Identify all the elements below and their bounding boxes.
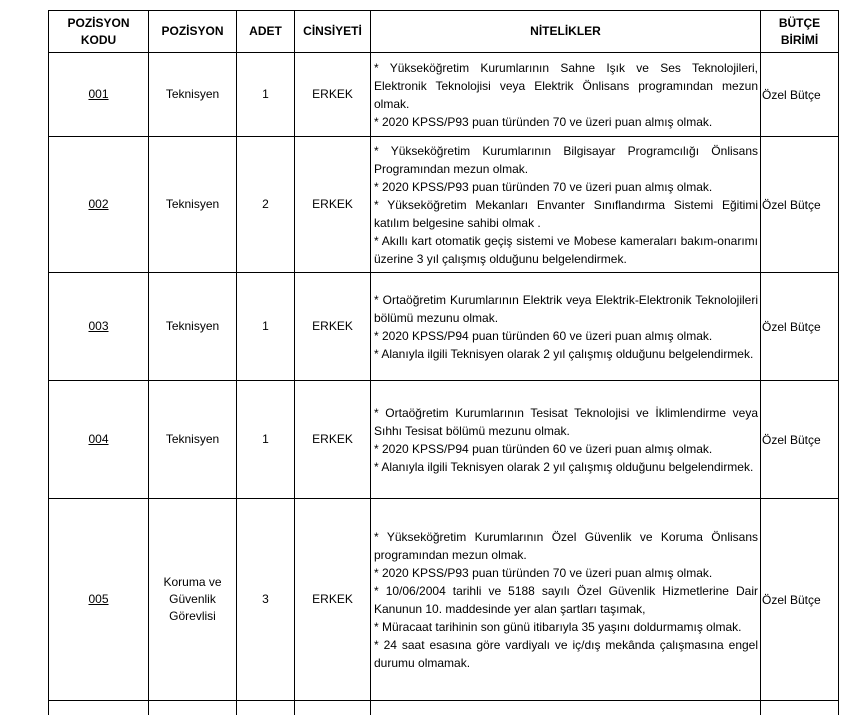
table-row — [49, 53, 839, 137]
position-code-cell: 003 — [49, 273, 149, 381]
count-cell: 1 — [237, 381, 295, 499]
qualification-item: * Yükseköğretim Kurumlarının Bilgisayar Programcılığı Önlisans Programından mezun olmak. — [374, 143, 758, 176]
qualification-item: * 2020 KPSS/P94 puan türünden 60 ve üzeri puan almış olmak. — [374, 441, 713, 456]
qualification-item: * Yükseköğretim Mekanları Envanter Sınıflandırma Sistemi Eğitimi katılım belgesine sahibi olmak . — [374, 197, 758, 230]
empty-cell — [295, 701, 371, 715]
position-cell: Teknisyen — [149, 53, 237, 137]
gender-cell: ERKEK — [295, 53, 371, 137]
count-cell: 1 — [237, 53, 295, 137]
qualification-item: * Ortaöğretim Kurumlarının Tesisat Teknolojisi ve İklimlendirme veya Sıhhı Tesisat bölümü mezunu olmak. — [374, 405, 758, 438]
table-row-partial — [49, 701, 839, 715]
position-cell: Teknisyen — [149, 273, 237, 381]
empty-cell — [237, 701, 295, 715]
position-code-cell: 002 — [49, 137, 149, 273]
table-row — [49, 137, 839, 273]
qualification-item: * 2020 KPSS/P93 puan türünden 70 ve üzeri puan almış olmak. — [374, 114, 713, 129]
header-row — [49, 11, 839, 53]
gender-cell: ERKEK — [295, 381, 371, 499]
budget-unit-cell: Özel Bütçe — [761, 273, 839, 381]
budget-unit-cell: Özel Bütçe — [761, 137, 839, 273]
header-count: ADET — [237, 11, 295, 53]
header-gender: CİNSİYETİ — [295, 11, 371, 53]
count-cell: 2 — [237, 137, 295, 273]
positions-table — [48, 10, 839, 715]
qualification-item: * 2020 KPSS/P94 puan türünden 60 ve üzeri puan almış olmak. — [374, 328, 713, 343]
gender-cell: ERKEK — [295, 137, 371, 273]
budget-unit-cell: Özel Bütçe — [761, 499, 839, 701]
gender-cell: ERKEK — [295, 273, 371, 381]
qualification-item: * 24 saat esasına göre vardiyalı ve iç/dış mekânda çalışmasına engel durumu olmamak. — [374, 637, 758, 670]
qualifications-cell — [371, 381, 761, 499]
qualification-item: * 10/06/2004 tarihli ve 5188 sayılı Özel Güvenlik Hizmetlerine Dair Kanunun 10. maddesinde yer alan şartları taşımak, — [374, 583, 758, 616]
empty-cell — [371, 701, 761, 715]
table-row — [49, 273, 839, 381]
position-cell: Teknisyen — [149, 137, 237, 273]
qualification-item: * Yükseköğretim Kurumlarının Özel Güvenlik ve Koruma Önlisans programından mezun olmak. — [374, 529, 758, 562]
qualification-item: * Yükseköğretim Kurumlarının Sahne Işık ve Ses Teknolojileri, Elektronik Teknolojisi veya Elektrik Önlisans programından mezun olmak. — [374, 60, 758, 111]
header-qualifications: NİTELİKLER — [371, 11, 761, 53]
qualification-item: * Müracaat tarihinin son günü itibarıyla 35 yaşını doldurmamış olmak. — [374, 619, 742, 634]
header-position-code: POZİSYON KODU — [49, 11, 149, 53]
qualification-item: * 2020 KPSS/P93 puan türünden 70 ve üzeri puan almış olmak. — [374, 565, 713, 580]
qualification-item: * Ortaöğretim Kurumlarının Elektrik veya Elektrik-Elektronik Teknolojileri bölümü mezunu olmak. — [374, 292, 758, 325]
qualifications-cell — [371, 273, 761, 381]
qualification-item: * 2020 KPSS/P93 puan türünden 70 ve üzeri puan almış olmak. — [374, 179, 713, 194]
position-code-cell: 001 — [49, 53, 149, 137]
table-row — [49, 381, 839, 499]
empty-cell — [149, 701, 237, 715]
position-cell: Teknisyen — [149, 381, 237, 499]
table-row — [49, 499, 839, 701]
count-cell: 1 — [237, 273, 295, 381]
budget-unit-cell: Özel Bütçe — [761, 53, 839, 137]
position-cell: Koruma ve Güvenlik Görevlisi — [149, 499, 237, 701]
empty-cell — [49, 701, 149, 715]
position-code-cell: 005 — [49, 499, 149, 701]
qualification-item: * Alanıyla ilgili Teknisyen olarak 2 yıl çalışmış olduğunu belgelendirmek. — [374, 459, 754, 474]
count-cell: 3 — [237, 499, 295, 701]
header-budget-unit: BÜTÇE BİRİMİ — [761, 11, 839, 53]
qualification-item: * Akıllı kart otomatik geçiş sistemi ve Mobese kameraları bakım-onarımı üzerine 3 yıl çalışmış olduğunu belgelendirmek. — [374, 233, 758, 266]
position-code-cell: 004 — [49, 381, 149, 499]
qualification-item: * Alanıyla ilgili Teknisyen olarak 2 yıl çalışmış olduğunu belgelendirmek. — [374, 346, 754, 361]
gender-cell: ERKEK — [295, 499, 371, 701]
header-position: POZİSYON — [149, 11, 237, 53]
budget-unit-cell: Özel Bütçe — [761, 381, 839, 499]
empty-cell — [761, 701, 839, 715]
qualifications-cell — [371, 499, 761, 701]
qualifications-cell — [371, 137, 761, 273]
qualifications-cell — [371, 53, 761, 137]
